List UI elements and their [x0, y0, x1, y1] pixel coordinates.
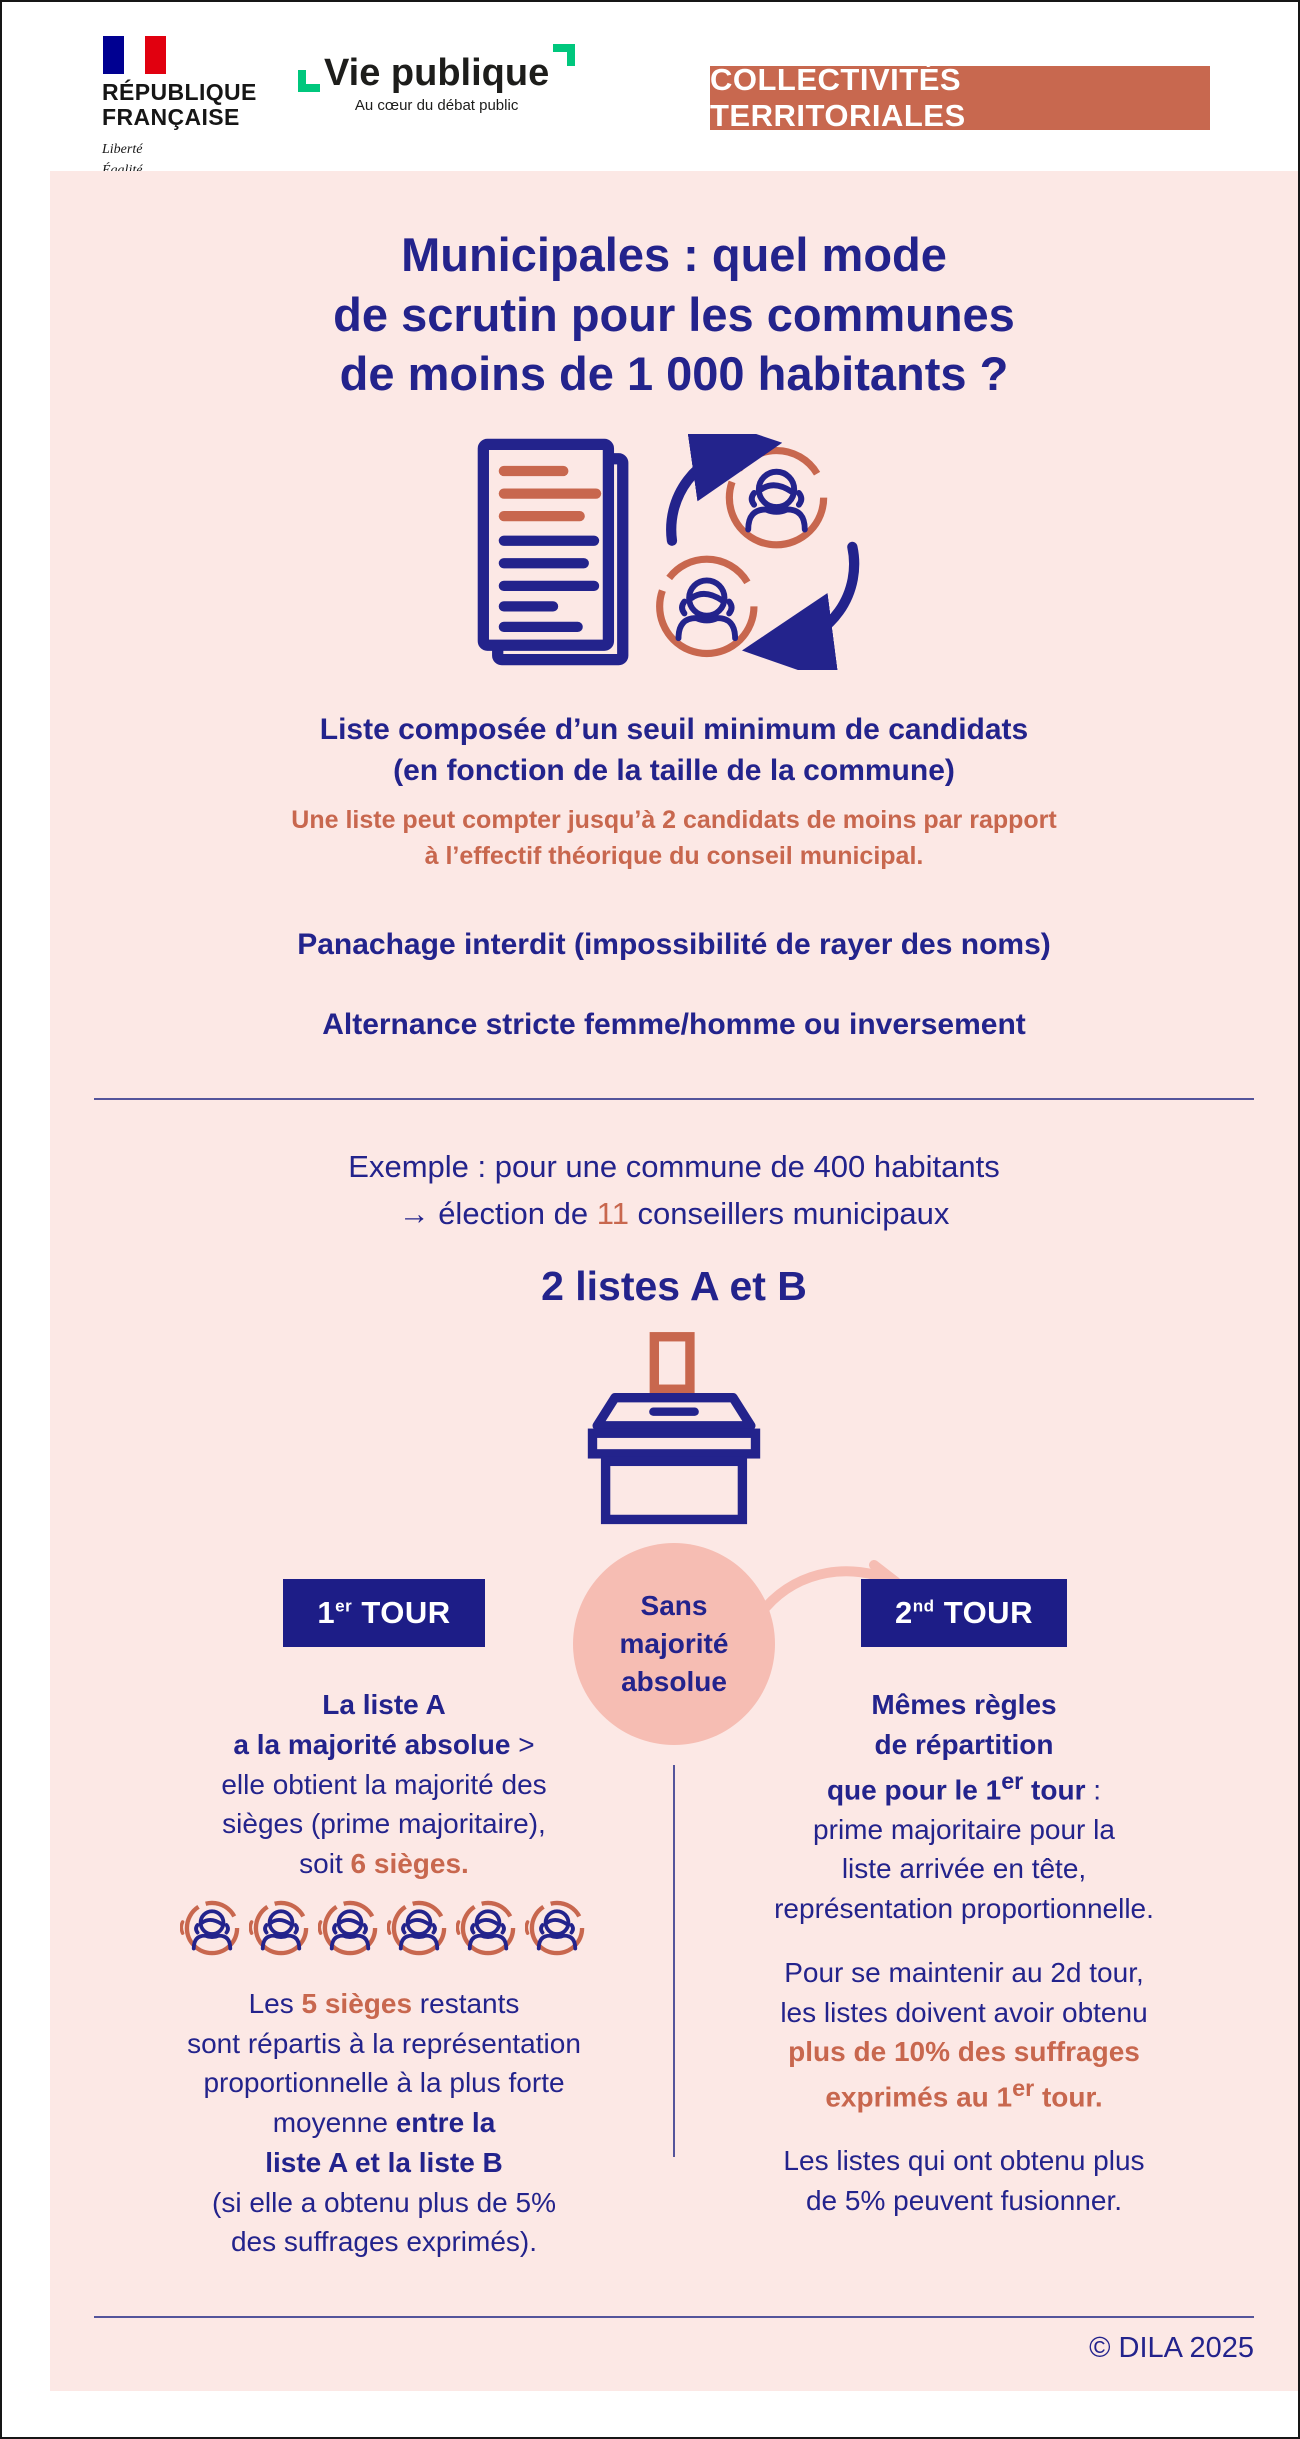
rf-name-line: FRANÇAISE [102, 103, 240, 130]
example-text: Exemple : pour une commune de 400 habitants → élection de 11 conseillers municipaux [348, 1149, 1000, 1231]
first-round-badge: 1er TOUR [283, 1579, 484, 1647]
ballot-box-icon [585, 1332, 763, 1527]
candidate-list-and-alternation-icon [469, 434, 879, 670]
category-badge: COLLECTIVITÉS TERRITORIALES [710, 66, 1210, 130]
copyright: © DILA 2025 [1089, 2332, 1254, 2365]
first-round-paragraph-1: La liste A a la majorité absolue > elle obtient la majorité des sièges (prime majoritaire), soit 6 sièges. [221, 1689, 547, 1880]
second-round-paragraph-2: Pour se maintenir au 2d tour, les listes doivent avoir obtenu plus de 10% des suffrages exprimés au 1er tour. [780, 1956, 1148, 2113]
section-divider [94, 1098, 1254, 1100]
elected-person-icon [318, 1896, 382, 1960]
green-corner-icon [553, 44, 575, 66]
no-majority-bubble: Sans majorité absolue [573, 1543, 775, 1745]
elected-person-icon [456, 1896, 520, 1960]
vie-publique-wordmark: Vie publique [298, 50, 575, 95]
infographic-panel [50, 171, 1298, 2391]
second-round-paragraph-1: Mêmes règles de répartition que pour le 1er tour : prime majoritaire pour la liste arrivée en tête, représentation proportionnelle. [774, 1689, 1154, 1925]
majority-seats-count: 6 sièges. [350, 1848, 469, 1880]
remaining-seats-count: 5 sièges [301, 1987, 413, 2019]
elected-person-icon [180, 1896, 244, 1960]
seat-icons-row [94, 1896, 674, 1960]
elected-person-icon [525, 1896, 589, 1960]
french-flag-icon [103, 36, 166, 74]
rule-subtitle: Liste composée d’un seuil minimum de candidats (en fonction de la taille de la commune) [319, 713, 1029, 787]
elected-person-icon [387, 1896, 451, 1960]
elected-person-icon [249, 1896, 313, 1960]
rf-name-line: RÉPUBLIQUE [102, 79, 257, 105]
green-corner-icon [298, 70, 320, 92]
content [94, 171, 1254, 2365]
councillors-count: 11 [596, 1195, 629, 1231]
first-round-column [94, 1579, 674, 2262]
lists-heading: 2 listes A et B [541, 1263, 807, 1310]
rule-panachage: Panachage interdit (impossibilité de rayer des noms) [297, 928, 1051, 962]
rf-motto: Liberté [102, 141, 143, 157]
first-round-paragraph-2: Les 5 sièges restants sont répartis à la représentation proportionnelle à la plus forte moyenne entre la liste A et la liste B (si elle a obtenu plus de 5% des suffrages exprimés). [187, 1987, 581, 2258]
rf-logo-name [102, 80, 257, 130]
page-title: Municipales : quel mode de scrutin pour les communes de moins de 1 000 habitants ? [333, 228, 1015, 401]
tours-section [94, 1543, 1254, 2262]
rule-alternance: Alternance stricte femme/homme ou inversement [322, 1008, 1026, 1042]
second-round-badge: 2nd TOUR [861, 1579, 1067, 1647]
header [2, 2, 1298, 171]
footer-divider [94, 2316, 1254, 2318]
second-round-column [674, 1579, 1254, 2262]
vie-publique-tagline: Au cœur du débat public [354, 97, 519, 114]
vie-publique-logo [298, 50, 575, 114]
rule-note: Une liste peut compter jusqu’à 2 candidats de moins par rapport à l’effectif théorique du conseil municipal. [291, 806, 1057, 870]
second-round-paragraph-3: Les listes qui ont obtenu plus de 5% peuvent fusionner. [783, 2145, 1145, 2216]
